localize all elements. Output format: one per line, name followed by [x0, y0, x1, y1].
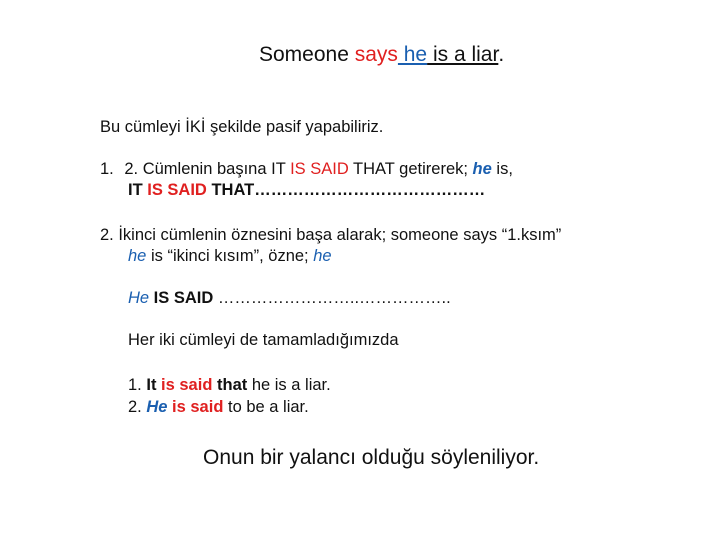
pattern-he: He [128, 289, 150, 307]
ex2-rest: to be a liar. [223, 398, 309, 416]
ex2-he: He [146, 398, 168, 416]
item1-is-said-2: IS SAID [147, 181, 207, 199]
title-word-someone: Someone [259, 43, 355, 66]
ex1-rest: he is a liar. [247, 376, 331, 394]
item2-he: he [128, 247, 147, 265]
ex1-that: that [212, 376, 248, 394]
complete-text: Her iki cümleyi de tamamladığımızda [128, 331, 399, 349]
title-word-is-a-liar: is a liar [427, 43, 499, 66]
title-word-says: says [354, 43, 398, 66]
item2-he-2: he [313, 247, 332, 265]
pattern-dots: ……………………..…………….. [213, 289, 451, 307]
item2-line2 [128, 247, 332, 266]
item1-that-dots: THAT…………………………………… [206, 181, 486, 199]
item1-it: IT [128, 181, 148, 199]
pattern-line [128, 289, 451, 308]
ex1-number: 1. [128, 376, 147, 394]
item1-is-said: IS SAID [290, 160, 349, 178]
item1-text-c: THAT getirerek; [348, 160, 473, 178]
ex1-is-said: is said [156, 376, 213, 394]
slide-title [259, 43, 504, 67]
pattern-is-said: IS SAID [149, 289, 214, 307]
example-2 [128, 398, 309, 417]
ex2-is-said: is said [167, 398, 224, 416]
title-period: . [498, 43, 505, 66]
item1-text-e: is, [491, 160, 513, 178]
item1-number: 1. [100, 160, 114, 178]
intro-text: Bu cümleyi İKİ şekilde pasif yapabiliriz. [100, 118, 384, 136]
item1-line1 [100, 160, 513, 179]
item1-text-a: 2. Cümlenin başına IT [124, 160, 291, 178]
item2-text-c: is “ikinci kısım”, özne; [146, 247, 314, 265]
conclusion-text: Onun bir yalancı olduğu söyleniliyor. [203, 446, 540, 469]
example-1 [128, 376, 331, 395]
title-word-he: he [397, 43, 428, 66]
item1-he: he [472, 160, 492, 178]
ex1-it: It [146, 376, 157, 394]
item1-line2 [128, 181, 485, 200]
item2-line1: 2. İkinci cümlenin öznesini başa alarak; someone says “1.ksım” [100, 226, 562, 244]
ex2-number: 2. [128, 398, 147, 416]
